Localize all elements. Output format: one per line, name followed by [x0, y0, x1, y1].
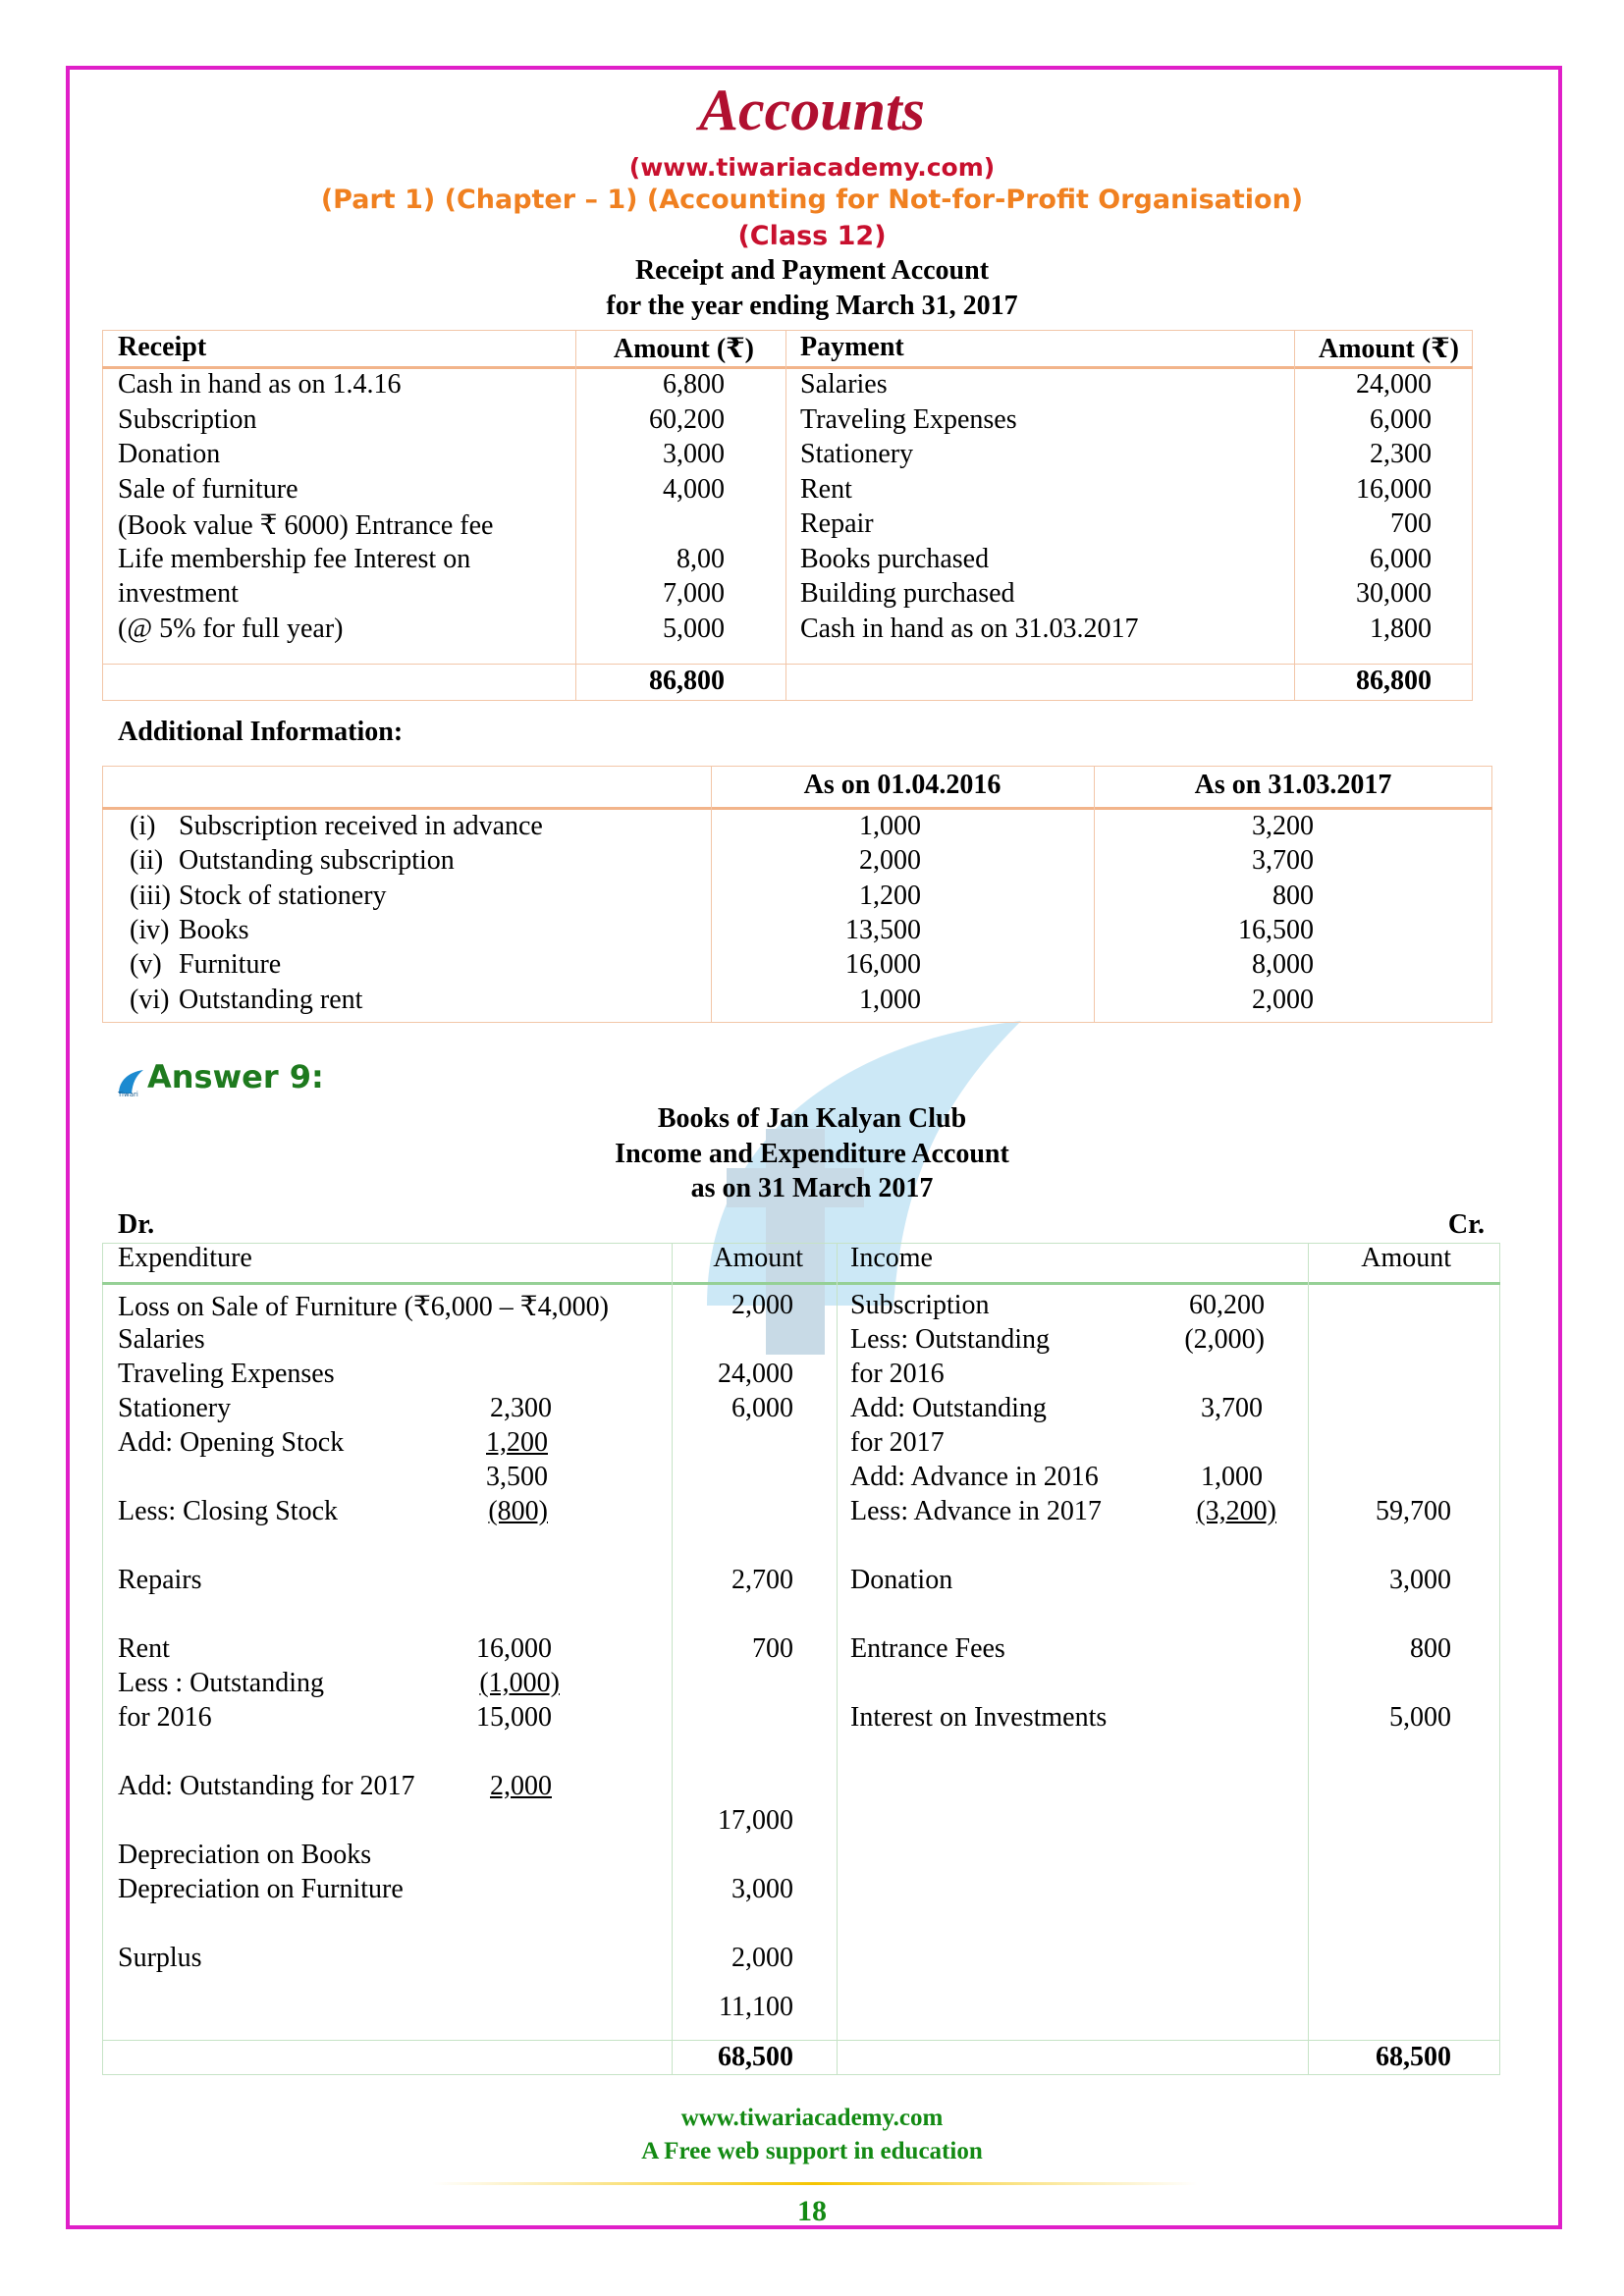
- receipt-item: Life membership fee Interest on: [118, 543, 471, 574]
- exp-amount: 700: [752, 1633, 793, 1664]
- receipt-amount: 7,000: [663, 578, 725, 609]
- exp-for-2016: for 2016: [118, 1702, 212, 1733]
- website-link[interactable]: (www.tiwariacademy.com): [628, 153, 996, 182]
- exp-value: 3,500: [486, 1462, 548, 1492]
- payment-item: Rent: [800, 473, 852, 505]
- inc-interest: Interest on Investments: [850, 1702, 1108, 1733]
- rp-header-amount: Amount (₹): [1318, 334, 1459, 364]
- inc-for-2016: for 2016: [850, 1359, 945, 1389]
- info-value-2017: 3,200: [1252, 811, 1314, 841]
- payment-item: Salaries: [800, 369, 888, 400]
- ie-total-right: 68,500: [1376, 2042, 1451, 2072]
- payment-item: Stationery: [800, 439, 914, 469]
- info-value-2016: 2,000: [859, 845, 921, 877]
- exp-value: 1,200: [486, 1427, 548, 1458]
- ie-header-income: Income: [850, 1243, 933, 1273]
- svg-text:Tiwari: Tiwari: [118, 1091, 138, 1097]
- inc-entrance-fees: Entrance Fees: [850, 1633, 1005, 1664]
- inc-amount: 5,000: [1389, 1702, 1451, 1733]
- ie-col-rule: [837, 1243, 838, 2075]
- exp-outstanding-2017: Add: Outstanding for 2017: [118, 1771, 415, 1801]
- answer-label: Answer 9:: [147, 1058, 324, 1095]
- exp-depreciation-books: Depreciation on Books: [118, 1840, 372, 1870]
- exp-amount: 2,000: [731, 1943, 793, 1973]
- dr-label: Dr.: [118, 1209, 155, 1240]
- receipt-amount: 5,000: [663, 613, 725, 644]
- exp-amount: 24,000: [718, 1359, 793, 1389]
- info-item-number: (vi): [130, 984, 170, 1015]
- receipt-amount: 6,800: [663, 369, 725, 400]
- info-item-label: Furniture: [179, 949, 282, 981]
- payment-item: Traveling Expenses: [800, 403, 1017, 435]
- payment-item: Repair: [800, 508, 874, 539]
- payment-amount: 6,000: [1370, 543, 1432, 574]
- receipt-item: Cash in hand as on 1.4.16: [118, 369, 402, 400]
- receipt-item: (@ 5% for full year): [118, 613, 344, 644]
- info-item-label: Books: [179, 914, 249, 945]
- inc-amount: 59,700: [1376, 1496, 1451, 1526]
- info-item-label: Outstanding subscription: [179, 845, 455, 877]
- payment-item: Cash in hand as on 31.03.2017: [800, 613, 1139, 644]
- cr-label: Cr.: [1447, 1209, 1485, 1240]
- inc-value: (2,000): [1184, 1324, 1265, 1355]
- payment-amount: 1,800: [1370, 613, 1432, 644]
- ie-total-left: 68,500: [718, 2042, 793, 2072]
- inc-value: 60,200: [1189, 1290, 1265, 1320]
- rp-title: Receipt and Payment Account: [634, 255, 990, 286]
- ie-header-rule: [102, 1282, 1500, 1285]
- info-value-2016: 1,000: [859, 811, 921, 841]
- rp-total-rule: [102, 664, 1473, 665]
- rp-header-receipt: Receipt: [118, 332, 207, 362]
- page-title: Accounts: [698, 78, 926, 142]
- exp-salaries: Salaries: [118, 1324, 205, 1355]
- inc-less-outstanding: Less: Outstanding: [850, 1324, 1050, 1355]
- inc-value: 1,000: [1201, 1462, 1263, 1492]
- payment-amount: 700: [1390, 508, 1432, 539]
- exp-value: (800): [488, 1496, 548, 1526]
- rp-header-payment: Payment: [800, 332, 904, 362]
- exp-amount: 2,000: [731, 1290, 793, 1320]
- info-value-2017: 8,000: [1252, 949, 1314, 981]
- ie-title-1: Books of Jan Kalyan Club: [657, 1103, 967, 1134]
- receipt-amount: 8,00: [677, 543, 725, 574]
- exp-closing-stock: Less: Closing Stock: [118, 1496, 339, 1526]
- info-header-col1: As on 01.04.2016: [803, 770, 1001, 800]
- ie-title-3: as on 31 March 2017: [690, 1173, 934, 1203]
- receipt-item: investment: [118, 578, 239, 609]
- footer-tagline: A Free web support in education: [641, 2138, 983, 2164]
- info-value-2016: 1,200: [859, 880, 921, 911]
- payment-amount: 2,300: [1370, 439, 1432, 469]
- exp-value: 2,000: [490, 1771, 552, 1801]
- exp-value: 16,000: [476, 1633, 552, 1664]
- exp-surplus: Surplus: [118, 1943, 202, 1973]
- info-value-2016: 13,500: [845, 914, 921, 945]
- inc-donation: Donation: [850, 1565, 953, 1595]
- inc-for-2017: for 2017: [850, 1427, 945, 1458]
- receipt-amount: 60,200: [649, 403, 725, 435]
- info-item-number: (ii): [130, 845, 164, 877]
- exp-opening-stock: Add: Opening Stock: [118, 1427, 345, 1458]
- ie-title-2: Income and Expenditure Account: [615, 1139, 1009, 1169]
- info-value-2016: 1,000: [859, 984, 921, 1015]
- info-item-number: (i): [130, 811, 156, 841]
- ie-header-amount: Amount: [713, 1243, 803, 1273]
- ie-header-amount: Amount: [1361, 1243, 1451, 1273]
- receipt-amount: 3,000: [663, 439, 725, 469]
- exp-loss-furniture: Loss on Sale of Furniture (₹6,000 – ₹4,000): [118, 1292, 609, 1322]
- info-item-label: Outstanding rent: [179, 984, 363, 1015]
- exp-value: 15,000: [476, 1702, 552, 1733]
- rp-total-right: 86,800: [1356, 666, 1432, 696]
- footer-site-link[interactable]: www.tiwariacademy.com: [680, 2105, 944, 2131]
- exp-amount: 2,700: [731, 1565, 793, 1595]
- rp-header-amount: Amount (₹): [613, 334, 754, 364]
- inc-add-outstanding: Add: Outstanding: [850, 1393, 1047, 1423]
- payment-item: Books purchased: [800, 543, 990, 574]
- info-value-2017: 2,000: [1252, 984, 1314, 1015]
- exp-traveling: Traveling Expenses: [118, 1359, 335, 1389]
- exp-rent-outstanding: Less : Outstanding: [118, 1668, 324, 1698]
- pen-logo-icon: [116, 1068, 145, 1097]
- receipt-amount: 4,000: [663, 473, 725, 505]
- payment-amount: 16,000: [1356, 473, 1432, 505]
- exp-amount: 17,000: [718, 1805, 793, 1836]
- exp-amount: 6,000: [731, 1393, 793, 1423]
- inc-advance-2016: Add: Advance in 2016: [850, 1462, 1099, 1492]
- exp-amount: 3,000: [731, 1874, 793, 1904]
- exp-rent: Rent: [118, 1633, 170, 1664]
- info-value-2017: 800: [1272, 880, 1314, 911]
- exp-repairs: Repairs: [118, 1565, 202, 1595]
- additional-info-title: Additional Information:: [118, 717, 404, 747]
- rp-total-left: 86,800: [649, 666, 725, 696]
- payment-amount: 24,000: [1356, 369, 1432, 400]
- receipt-item: Donation: [118, 439, 221, 469]
- info-value-2017: 16,500: [1238, 914, 1314, 945]
- exp-value: 2,300: [490, 1393, 552, 1423]
- payment-amount: 30,000: [1356, 578, 1432, 609]
- footer-divider: [432, 2182, 1198, 2185]
- payment-item: Building purchased: [800, 578, 1015, 609]
- info-value-2016: 16,000: [845, 949, 921, 981]
- rp-subtitle: for the year ending March 31, 2017: [606, 291, 1018, 321]
- info-header-col2: As on 31.03.2017: [1194, 770, 1392, 800]
- info-item-label: Subscription received in advance: [179, 811, 543, 841]
- rp-col-rule: [785, 330, 786, 701]
- info-header-rule: [102, 807, 1492, 810]
- payment-amount: 6,000: [1370, 403, 1432, 435]
- exp-stationery: Stationery: [118, 1393, 232, 1423]
- exp-depreciation-furniture: Depreciation on Furniture: [118, 1874, 404, 1904]
- receipt-item: Sale of furniture: [118, 473, 298, 505]
- info-item-number: (iv): [130, 914, 170, 945]
- page-number: 18: [797, 2195, 827, 2227]
- receipt-item: (Book value ₹ 6000) Entrance fee: [118, 510, 494, 541]
- info-item-number: (iii): [130, 880, 171, 911]
- inc-amount: 800: [1410, 1633, 1451, 1664]
- exp-amount: 11,100: [719, 1992, 793, 2022]
- info-item-label: Stock of stationery: [179, 880, 387, 911]
- info-value-2017: 3,700: [1252, 845, 1314, 877]
- inc-subscription: Subscription: [850, 1290, 990, 1320]
- inc-advance-2017: Less: Advance in 2017: [850, 1496, 1102, 1526]
- chapter-heading: (Part 1) (Chapter – 1) (Accounting for Not-for-Profit Organisation): [320, 185, 1304, 215]
- inc-value: (3,200): [1196, 1496, 1276, 1526]
- exp-value: (1,000): [479, 1668, 560, 1698]
- inc-value: 3,700: [1201, 1393, 1263, 1423]
- ie-header-expenditure: Expenditure: [118, 1243, 252, 1273]
- class-heading: (Class 12): [737, 221, 887, 251]
- ie-total-rule: [102, 2040, 1500, 2041]
- receipt-item: Subscription: [118, 403, 257, 435]
- info-item-number: (v): [130, 949, 162, 981]
- inc-amount: 3,000: [1389, 1565, 1451, 1595]
